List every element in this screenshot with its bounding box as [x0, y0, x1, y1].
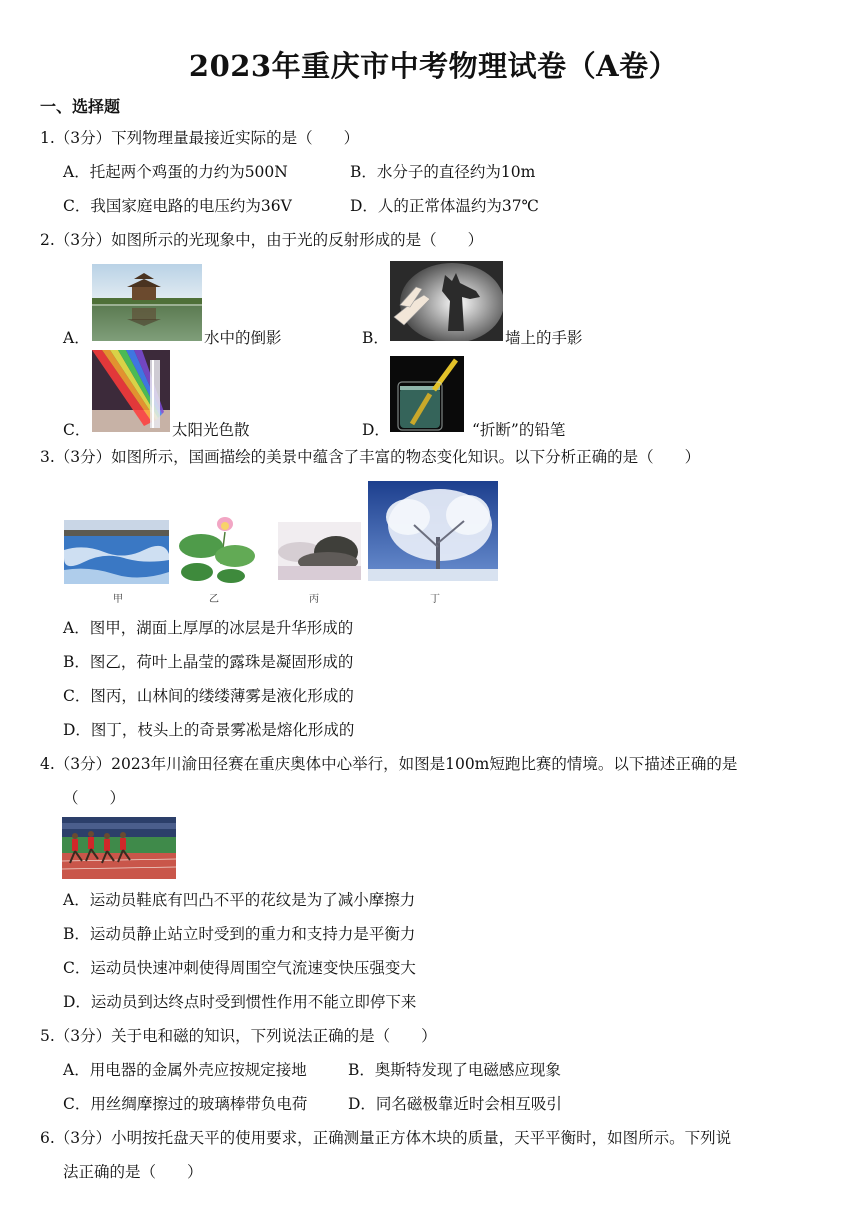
figure-label-bing: 丙 [309, 594, 319, 605]
frozen-lake-image [64, 520, 169, 584]
q4-stem: 4.（3分）2023年川渝田径赛在重庆奥体中心举行，如图是100m短跑比赛的情境。以下描述正确的是 [40, 755, 738, 773]
q2-option-c-letter: C． [63, 421, 91, 439]
q4-option-b: B．运动员静止站立时受到的重力和支持力是平衡力 [63, 925, 416, 943]
q2-stem: 2.（3分）如图所示的光现象中，由于光的反射形成的是（ ） [40, 231, 484, 249]
q2-option-d-letter: D． [362, 421, 390, 439]
q5-option-a: A．用电器的金属外壳应按规定接地 [63, 1061, 307, 1079]
q1-option-d: D．人的正常体温约为37℃ [350, 197, 539, 215]
sprint-race-image [62, 817, 176, 879]
q4-option-d: D．运动员到达终点时受到惯性作用不能立即停下来 [63, 993, 417, 1011]
hand-shadow-image [390, 261, 503, 341]
page-title: 2023年重庆市中考物理试卷（A卷） [188, 49, 679, 83]
q6-stem: 6.（3分）小明按托盘天平的使用要求，正确测量正方体木块的质量，天平平衡时，如图所示。下列说 [40, 1129, 732, 1147]
figure-label-ding: 丁 [430, 594, 440, 605]
q3-option-b: B．图乙，荷叶上晶莹的露珠是凝固形成的 [63, 653, 354, 671]
q6-stem-continued: 法正确的是（ ） [63, 1163, 203, 1181]
q1-stem: 1.（3分）下列物理量最接近实际的是（ ） [40, 129, 360, 147]
pavilion-reflection-image [92, 264, 202, 341]
pencil-in-water-image [390, 356, 464, 432]
q3-option-d: D．图丁，枝头上的奇景雾凇是熔化形成的 [63, 721, 355, 739]
section-heading: 一、选择题 [40, 97, 121, 116]
rime-tree-image [368, 481, 498, 581]
q2-option-a-caption: 水中的倒影 [204, 329, 282, 347]
prism-dispersion-image [92, 350, 170, 432]
lotus-leaf-image [175, 514, 257, 584]
q1-option-c: C．我国家庭电路的电压约为36V [63, 197, 292, 215]
figure-label-jia: 甲 [113, 594, 123, 605]
q5-option-b: B．奥斯特发现了电磁感应现象 [348, 1061, 561, 1079]
q5-option-d: D．同名磁极靠近时会相互吸引 [348, 1095, 562, 1113]
q4-option-a: A．运动员鞋底有凹凸不平的花纹是为了减小摩擦力 [63, 891, 416, 909]
q4-option-c: C．运动员快速冲刺使得周围空气流速变快压强变大 [63, 959, 416, 977]
q3-option-a: A．图甲，湖面上厚厚的冰层是升华形成的 [63, 619, 354, 637]
q1-option-b: B．水分子的直径约为10m [350, 163, 536, 181]
q1-option-a: A．托起两个鸡蛋的力约为500N [63, 163, 288, 181]
misty-forest-image [278, 522, 361, 580]
q2-option-b-caption: 墙上的手影 [505, 329, 583, 347]
q2-option-d-caption: “折断”的铅笔 [472, 421, 566, 439]
q2-option-b-letter: B． [362, 329, 389, 347]
q2-option-c-caption: 太阳光色散 [172, 421, 250, 439]
q5-option-c: C．用丝绸摩擦过的玻璃棒带负电荷 [63, 1095, 308, 1113]
q4-stem-continued: （ ） [63, 789, 126, 807]
q3-stem: 3.（3分）如图所示，国画描绘的美景中蕴含了丰富的物态变化知识。以下分析正确的是（ ） [40, 448, 701, 466]
q2-option-a-letter: A． [63, 329, 90, 347]
q5-stem: 5.（3分）关于电和磁的知识，下列说法正确的是（ ） [40, 1027, 437, 1045]
q3-option-c: C．图丙，山林间的缕缕薄雾是液化形成的 [63, 687, 354, 705]
figure-label-yi: 乙 [209, 594, 219, 605]
